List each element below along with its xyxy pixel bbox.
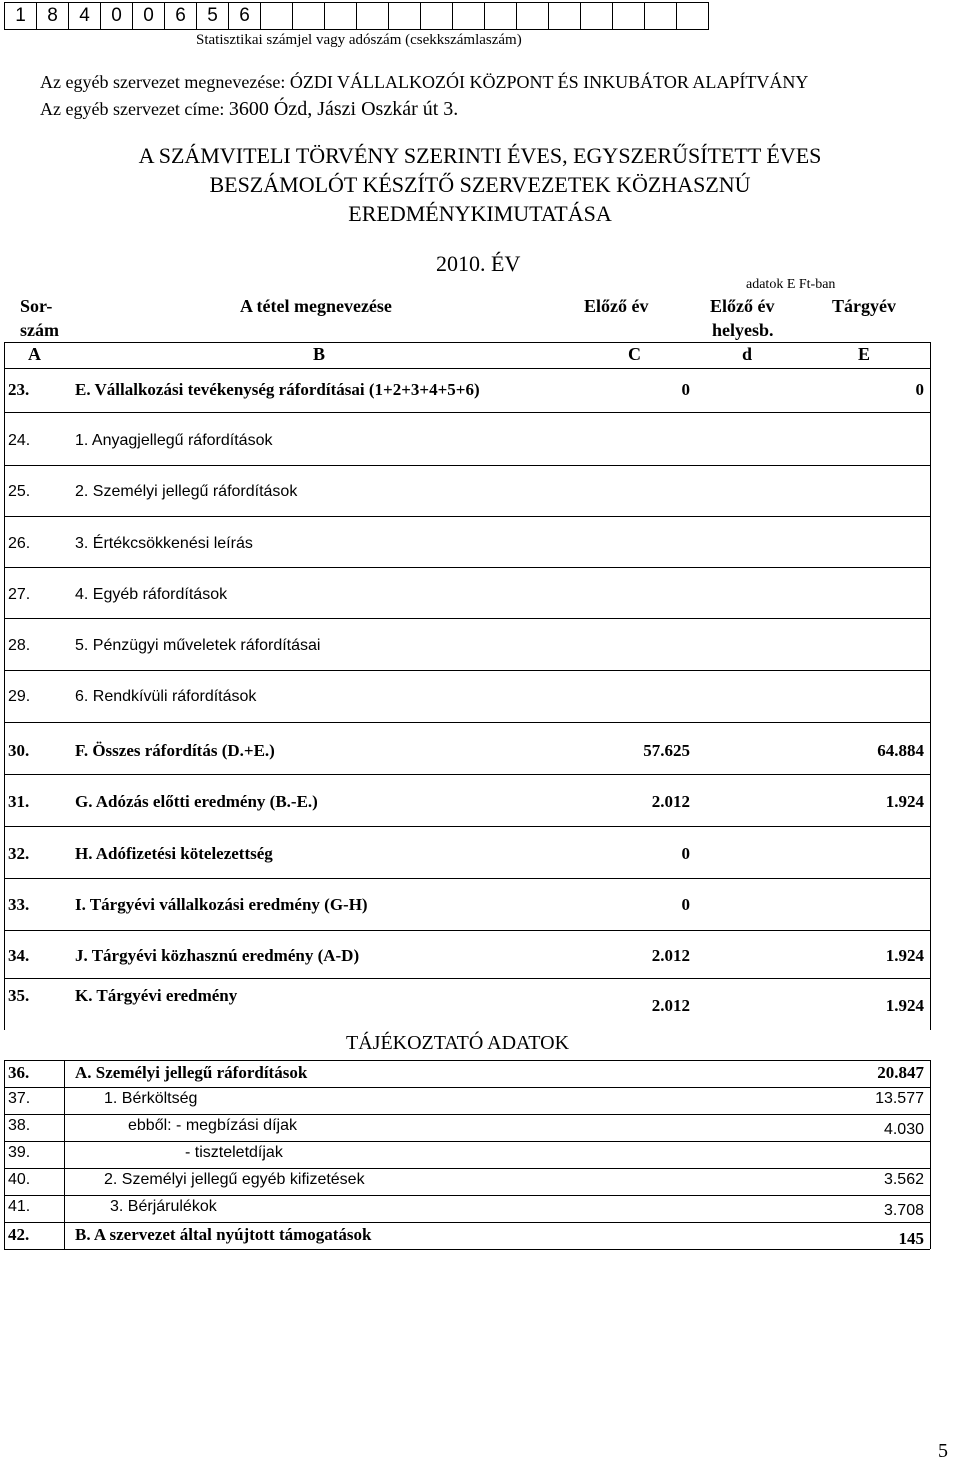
row-number: 33.	[8, 895, 30, 914]
row-prev-year-value: 0	[681, 844, 690, 863]
info-border	[930, 1060, 931, 1249]
row-label: E. Vállalkozási tevékenység ráfordításai (1+2+3+4+5+6)	[75, 380, 480, 399]
tax-digit: 6	[229, 3, 261, 30]
info-row-value: 3.562	[883, 1171, 924, 1188]
info-row-value: 3.708	[883, 1202, 924, 1219]
row-rule	[4, 670, 930, 671]
tax-digit	[485, 3, 517, 30]
title-line-1: A SZÁMVITELI TÖRVÉNY SZERINTI ÉVES, EGYSZERŰSÍTETT ÉVES	[138, 143, 822, 168]
row-prev-year-value: 2.012	[651, 792, 690, 811]
row-current-year-value: 0	[915, 380, 924, 399]
col-letter-d: d	[742, 344, 753, 364]
info-row-label: - tiszteletdíjak	[185, 1144, 283, 1161]
row-label: J. Tárgyévi közhasznú eredmény (A-D)	[75, 946, 360, 965]
tax-digit	[453, 3, 485, 30]
row-label: K. Tárgyévi eredmény	[75, 986, 238, 1005]
info-row-label: ebből: - megbízási díjak	[128, 1117, 297, 1134]
unit-note: adatok E Ft-ban	[746, 277, 836, 292]
row-label: I. Tárgyévi vállalkozási eredmény (G-H)	[75, 895, 368, 914]
tax-digit	[421, 3, 453, 30]
tax-digit	[261, 3, 293, 30]
info-rule	[4, 1195, 930, 1196]
row-prev-year-value: 0	[681, 895, 690, 914]
info-rule	[4, 1141, 930, 1142]
row-number: 27.	[8, 586, 31, 603]
row-rule	[4, 978, 930, 979]
row-number: 29.	[8, 688, 31, 705]
tax-digit: 0	[101, 3, 133, 30]
info-row-number: 42.	[8, 1225, 30, 1244]
tax-digit	[549, 3, 581, 30]
row-number: 31.	[8, 792, 30, 811]
info-row-label: 3. Bérjárulékok	[110, 1198, 217, 1215]
row-number: 23.	[8, 380, 30, 399]
row-label: 2. Személyi jellegű ráfordítások	[75, 483, 298, 500]
info-row-number: 36.	[8, 1063, 30, 1082]
row-label: F. Összes ráfordítás (D.+E.)	[75, 741, 275, 760]
row-number: 35.	[8, 986, 30, 1005]
info-row-label: 2. Személyi jellegű egyéb kifizetések	[104, 1171, 365, 1188]
tax-digit	[613, 3, 645, 30]
tax-digit: 6	[165, 3, 197, 30]
tax-digit: 0	[133, 3, 165, 30]
info-rule	[4, 1087, 930, 1088]
row-number: 24.	[8, 432, 31, 449]
tax-digit	[517, 3, 549, 30]
org-name-line	[40, 72, 808, 93]
info-rule	[4, 1249, 930, 1250]
row-label: H. Adófizetési kötelezettség	[75, 844, 273, 863]
tax-digit	[357, 3, 389, 30]
table-border	[930, 342, 931, 1030]
row-prev-year-value: 2.012	[651, 946, 690, 965]
col-letter-c: C	[628, 344, 641, 364]
info-rule	[4, 1060, 930, 1061]
report-year: 2010. ÉV	[436, 251, 521, 276]
row-rule	[4, 567, 930, 568]
row-rule	[4, 618, 930, 619]
col-sor-line-1: Sor-	[20, 296, 53, 316]
org-name-label: Az egyéb szervezet megnevezése:	[40, 72, 286, 92]
col-prev-year: Előző év	[584, 296, 649, 316]
row-label: G. Adózás előtti eredmény (B.-E.)	[75, 792, 318, 811]
col-letter-b: B	[313, 344, 326, 364]
row-number: 26.	[8, 535, 31, 552]
row-number: 28.	[8, 637, 31, 654]
row-label: 5. Pénzügyi műveletek ráfordításai	[75, 637, 321, 654]
row-prev-year-value: 2.012	[651, 996, 690, 1015]
org-address-line	[40, 98, 458, 121]
title-line-3: EREDMÉNYKIMUTATÁSA	[348, 201, 612, 226]
row-rule	[4, 465, 930, 466]
col-current-year: Tárgyév	[832, 296, 896, 316]
page-number: 5	[938, 1440, 948, 1462]
info-title: TÁJÉKOZTATÓ ADATOK	[346, 1032, 570, 1054]
row-rule	[4, 722, 930, 723]
row-number: 32.	[8, 844, 30, 863]
row-label: 1. Anyagjellegű ráfordítások	[75, 432, 273, 449]
info-row-value: 20.847	[877, 1063, 924, 1082]
row-current-year-value: 1.924	[885, 996, 924, 1015]
row-number: 30.	[8, 741, 30, 760]
col-letter-e: E	[858, 344, 871, 364]
info-rule	[4, 1114, 930, 1115]
title-line-2: BESZÁMOLÓT KÉSZÍTŐ SZERVEZETEK KÖZHASZNÚ	[209, 172, 751, 197]
row-label: 4. Egyéb ráfordítások	[75, 586, 228, 603]
col-item-name: A tétel megnevezése	[240, 296, 392, 316]
info-border	[4, 1060, 5, 1249]
table-border	[4, 342, 5, 1030]
row-label: 6. Rendkívüli ráfordítások	[75, 688, 257, 705]
row-number: 25.	[8, 483, 31, 500]
row-rule	[4, 412, 930, 413]
rule	[4, 368, 930, 369]
info-row-number: 39.	[8, 1144, 31, 1161]
col-sor-line-2: szám	[20, 320, 59, 340]
info-row-label: B. A szervezet által nyújtott támogatások	[75, 1225, 372, 1244]
row-rule	[4, 930, 930, 931]
tax-digit	[645, 3, 677, 30]
row-current-year-value: 64.884	[877, 741, 924, 760]
rule	[4, 342, 930, 343]
info-rule	[4, 1168, 930, 1169]
tax-digit	[293, 3, 325, 30]
info-row-value: 145	[898, 1229, 924, 1248]
tax-digit: 1	[5, 3, 37, 30]
info-row-label: 1. Bérköltség	[104, 1090, 198, 1107]
tax-digit	[389, 3, 421, 30]
row-label: 3. Értékcsökkenési leírás	[75, 535, 253, 552]
tax-number-boxes	[4, 2, 709, 30]
info-row-label: A. Személyi jellegű ráfordítások	[75, 1063, 308, 1082]
tax-digit	[325, 3, 357, 30]
info-row-value: 13.577	[875, 1090, 924, 1107]
row-rule	[4, 774, 930, 775]
org-name-value: ÓZDI VÁLLALKOZÓI KÖZPONT ÉS INKUBÁTOR ALAPÍTVÁNY	[289, 72, 809, 92]
tax-digit	[677, 3, 709, 30]
info-row-number: 37.	[8, 1090, 31, 1107]
info-row-number: 41.	[8, 1198, 31, 1215]
row-prev-year-value: 0	[681, 380, 690, 399]
info-border	[64, 1060, 65, 1249]
tax-number-row	[5, 3, 709, 30]
tax-digit: 5	[197, 3, 229, 30]
info-rule	[4, 1222, 930, 1223]
row-number: 34.	[8, 946, 30, 965]
tax-digit: 4	[69, 3, 101, 30]
tax-digit	[581, 3, 613, 30]
row-current-year-value: 1.924	[885, 792, 924, 811]
row-current-year-value: 1.924	[885, 946, 924, 965]
tax-number-caption: Statisztikai számjel vagy adószám (csekkszámlaszám)	[196, 32, 522, 48]
row-rule	[4, 878, 930, 879]
info-row-number: 40.	[8, 1171, 31, 1188]
row-rule	[4, 516, 930, 517]
org-address-value: 3600 Ózd, Jászi Oszkár út 3.	[228, 98, 459, 120]
col-prev-adj-line-1: Előző év	[710, 296, 775, 316]
row-rule	[4, 826, 930, 827]
row-prev-year-value: 57.625	[643, 741, 690, 760]
info-row-value: 4.030	[883, 1121, 924, 1138]
col-letter-a: A	[28, 344, 41, 364]
tax-digit: 8	[37, 3, 69, 30]
org-address-label: Az egyéb szervezet címe:	[40, 99, 225, 119]
col-prev-adj-line-2: helyesb.	[712, 320, 774, 340]
info-row-number: 38.	[8, 1117, 31, 1134]
